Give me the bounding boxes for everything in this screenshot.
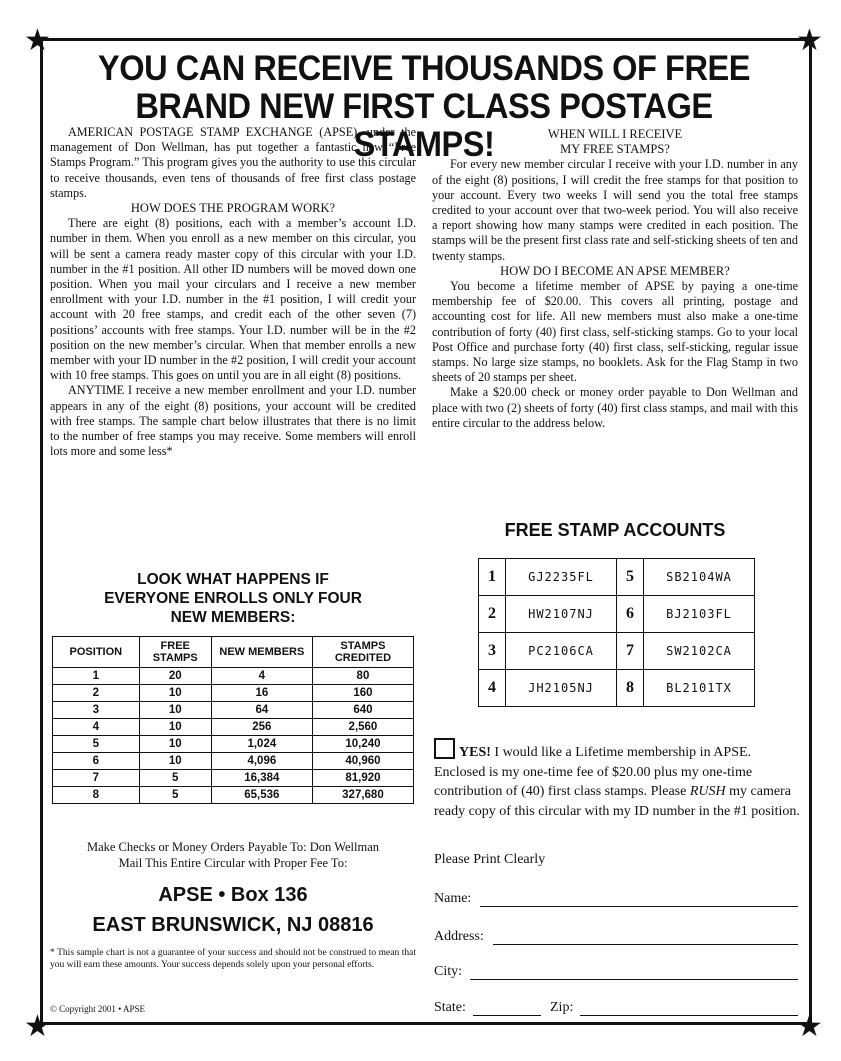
print-clearly-label: Please Print Clearly (434, 852, 546, 867)
star-icon: ★ (796, 1009, 823, 1044)
name-label: Name: (434, 891, 472, 906)
look-heading-line-3: NEW MEMBERS: (170, 609, 296, 626)
cell-credited: 10,240 (312, 736, 413, 753)
zip-label: Zip: (550, 1000, 574, 1015)
header-position: POSITION (53, 637, 140, 668)
cell-position: 4 (53, 719, 140, 736)
payment-line-1: Make Checks or Money Orders Payable To: Don Wellman (86, 840, 380, 854)
address-label: Address: (434, 929, 484, 944)
membership-order-text (434, 738, 800, 821)
rush-label: RUSH (689, 784, 726, 799)
city-field[interactable] (470, 979, 798, 980)
accounts-heading: FREE STAMP ACCOUNTS (504, 520, 726, 540)
payment-instructions (50, 839, 416, 871)
table-row (53, 702, 414, 719)
look-heading (50, 570, 416, 627)
star-icon: ★ (24, 1009, 51, 1044)
table-row (53, 719, 414, 736)
cell-credited: 160 (312, 685, 413, 702)
sample-chart-table (52, 636, 414, 804)
header-free-stamps (139, 637, 211, 668)
cell-credited: 40,960 (312, 753, 413, 770)
title-line-1: YOU CAN RECEIVE THOUSANDS OF FREE (97, 49, 750, 88)
header-free-stamps-line-1: FREE (160, 640, 190, 652)
right-column (432, 127, 798, 431)
table-row (53, 753, 414, 770)
star-icon: ★ (796, 23, 823, 58)
cell-free: 20 (139, 668, 211, 685)
state-field[interactable] (473, 1015, 541, 1016)
look-heading-line-2: EVERYONE ENROLLS ONLY FOUR (104, 590, 362, 607)
header-new-members: NEW MEMBERS (211, 637, 312, 668)
account-id: BJ2103FL (644, 596, 755, 633)
cell-new-members: 4 (211, 668, 312, 685)
cell-new-members: 4,096 (211, 753, 312, 770)
table-row (53, 685, 414, 702)
cell-free: 10 (139, 719, 211, 736)
header-stamps-credited-line-2: CREDITED (334, 652, 392, 664)
bottom-rule (40, 1022, 809, 1025)
cell-new-members: 256 (211, 719, 312, 736)
disclaimer: * This sample chart is not a guarantee of your success and should not be construed to mean that you will earn these amounts. Your success depends solely upon your personal efforts. (50, 948, 416, 970)
account-id: BL2101TX (644, 670, 755, 707)
cell-position: 2 (53, 685, 140, 702)
account-id: SB2104WA (644, 559, 755, 596)
cell-credited: 640 (312, 702, 413, 719)
left-column (50, 125, 416, 459)
cell-free: 5 (139, 787, 211, 804)
cell-position: 6 (53, 753, 140, 770)
cell-free: 10 (139, 702, 211, 719)
order-text-a: I would like a Lifetime membership in APSE. Enclosed is my one-time fee of $20.00 plus my one-time contribution of (40) first class stamps. Please (434, 745, 753, 799)
city-label: City: (434, 964, 463, 979)
cell-free: 5 (139, 770, 211, 787)
account-number: 6 (617, 596, 644, 633)
cell-credited: 2,560 (312, 719, 413, 736)
account-id: GJ2235FL (506, 559, 617, 596)
account-row (479, 559, 755, 596)
table-row (53, 736, 414, 753)
title-line-2: BRAND NEW FIRST CLASS POSTAGE STAMPS! (135, 87, 713, 164)
account-id: PC2106CA (506, 633, 617, 670)
when-receive-paragraph: For every new member circular I receive with your I.D. number in any of the eight (8) positions, I will credit the free stamps for that position to your account. Every two weeks I will send you the total free stamps credited to your account over that two-week period. You will also receive a report showing how many stamps were credited in each position. The stamps will be the present first class rate and self-sticking sheets of ten and twenty stamps. (432, 157, 798, 263)
cell-credited: 81,920 (312, 770, 413, 787)
cell-position: 7 (53, 770, 140, 787)
account-row (479, 670, 755, 707)
account-id: SW2102CA (644, 633, 755, 670)
header-free-stamps-line-2: STAMPS (152, 652, 198, 664)
table-header-row (53, 637, 414, 668)
star-icon: ★ (24, 23, 51, 58)
cell-position: 1 (53, 668, 140, 685)
table-row (53, 770, 414, 787)
cell-position: 5 (53, 736, 140, 753)
cell-credited: 327,680 (312, 787, 413, 804)
account-number: 2 (479, 596, 506, 633)
when-receive-heading-line-1: WHEN WILL I RECEIVE (547, 127, 683, 141)
account-id: HW2107NJ (506, 596, 617, 633)
cell-new-members: 16,384 (211, 770, 312, 787)
account-number: 5 (617, 559, 644, 596)
account-row (479, 633, 755, 670)
table-row (53, 787, 414, 804)
mailing-address-line-2: EAST BRUNSWICK, NJ 08816 (92, 914, 374, 936)
accounts-table (478, 558, 755, 707)
account-row (479, 596, 755, 633)
when-receive-heading-line-2: MY FREE STAMPS? (560, 142, 670, 157)
yes-label: YES! (459, 745, 491, 760)
become-member-paragraph-1: You become a lifetime member of APSE by paying a one-time membership fee of $20.00. This covers all printing, postage and accounting cost for life. All new members must also make a one-time contribution of forty (40) first class, self-sticking stamps. Go to your local Post Office and purchase forty (40) first class, self-sticking, regular issue stamps. No large size stamps, no booklets. Ask for the Flag Stamp in two sheets of 20 stamps per sheet. (432, 279, 798, 385)
cell-credited: 80 (312, 668, 413, 685)
cell-new-members: 64 (211, 702, 312, 719)
account-number: 4 (479, 670, 506, 707)
cell-position: 8 (53, 787, 140, 804)
address-field[interactable] (493, 944, 798, 945)
cell-position: 3 (53, 702, 140, 719)
header-stamps-credited-line-1: STAMPS (340, 640, 386, 652)
how-works-heading: HOW DOES THE PROGRAM WORK? (130, 201, 336, 216)
become-member-paragraph-2: Make a $20.00 check or money order payable to Don Wellman and place with two (2) sheets of forty (40) first class stamps, and mail with this entire circular to the address below. (432, 385, 798, 430)
table-row (53, 668, 414, 685)
copyright: © Copyright 2001 • APSE (50, 1004, 146, 1014)
zip-field[interactable] (580, 1015, 798, 1016)
cell-new-members: 16 (211, 685, 312, 702)
payment-line-2: Mail This Entire Circular with Proper Fee To: (118, 856, 348, 870)
top-rule (40, 38, 809, 41)
cell-free: 10 (139, 753, 211, 770)
when-receive-heading (432, 127, 798, 157)
account-number: 7 (617, 633, 644, 670)
intro-paragraph: AMERICAN POSTAGE STAMP EXCHANGE (APSE), under the management of Don Wellman, has put together a fantastic new “Free Stamps Program.” This program gives you the authority to use this circular to receive thousands, even tens of thousands of free first class postage stamps. (50, 125, 417, 200)
order-text-b: my camera ready copy of this circular with my ID number in the #1 position. (434, 784, 800, 819)
become-member-heading: HOW DO I BECOME AN APSE MEMBER? (500, 263, 730, 278)
cell-new-members: 65,536 (211, 787, 312, 804)
header-stamps-credited (312, 637, 413, 668)
account-number: 3 (479, 633, 506, 670)
name-field[interactable] (480, 906, 798, 907)
account-number: 1 (479, 559, 506, 596)
state-label: State: (434, 1000, 466, 1015)
account-number: 8 (617, 670, 644, 707)
membership-checkbox[interactable] (434, 738, 455, 759)
how-works-paragraph-1: There are eight (8) positions, each with a member’s account I.D. number in them. When you enroll as a new member on this circular, you will be sent a camera ready master copy of this circular with your I.D. number in the #1 position. All other ID numbers will be moved down one position. When you mail your circulars and I receive a new member enrollment with your I.D. number in the #1 position, I will credit your account with 20 free stamps, and credit each of the other seven (7) positions’ accounts with free stamps. Your I.D. number will be in the #2 position on the new member’s circular. When that member enrolls a new member with your ID number in the #2 position, I will credit your account with 10 free stamps. This goes on until you are in all eight (8) positions. (50, 216, 416, 383)
look-heading-line-1: LOOK WHAT HAPPENS IF (137, 571, 329, 588)
cell-free: 10 (139, 685, 211, 702)
how-works-paragraph-2: ANYTIME I receive a new member enrollment and your I.D. number appears in any of the eight (8) positions, your account will be credited with free stamps. The sample chart below illustrates that there is no limit to the number of free stamps you may receive. Some members will enroll lots more and some less* (50, 383, 416, 459)
account-id: JH2105NJ (506, 670, 617, 707)
cell-new-members: 1,024 (211, 736, 312, 753)
cell-free: 10 (139, 736, 211, 753)
mailing-address-line-1: APSE • Box 136 (158, 884, 308, 906)
